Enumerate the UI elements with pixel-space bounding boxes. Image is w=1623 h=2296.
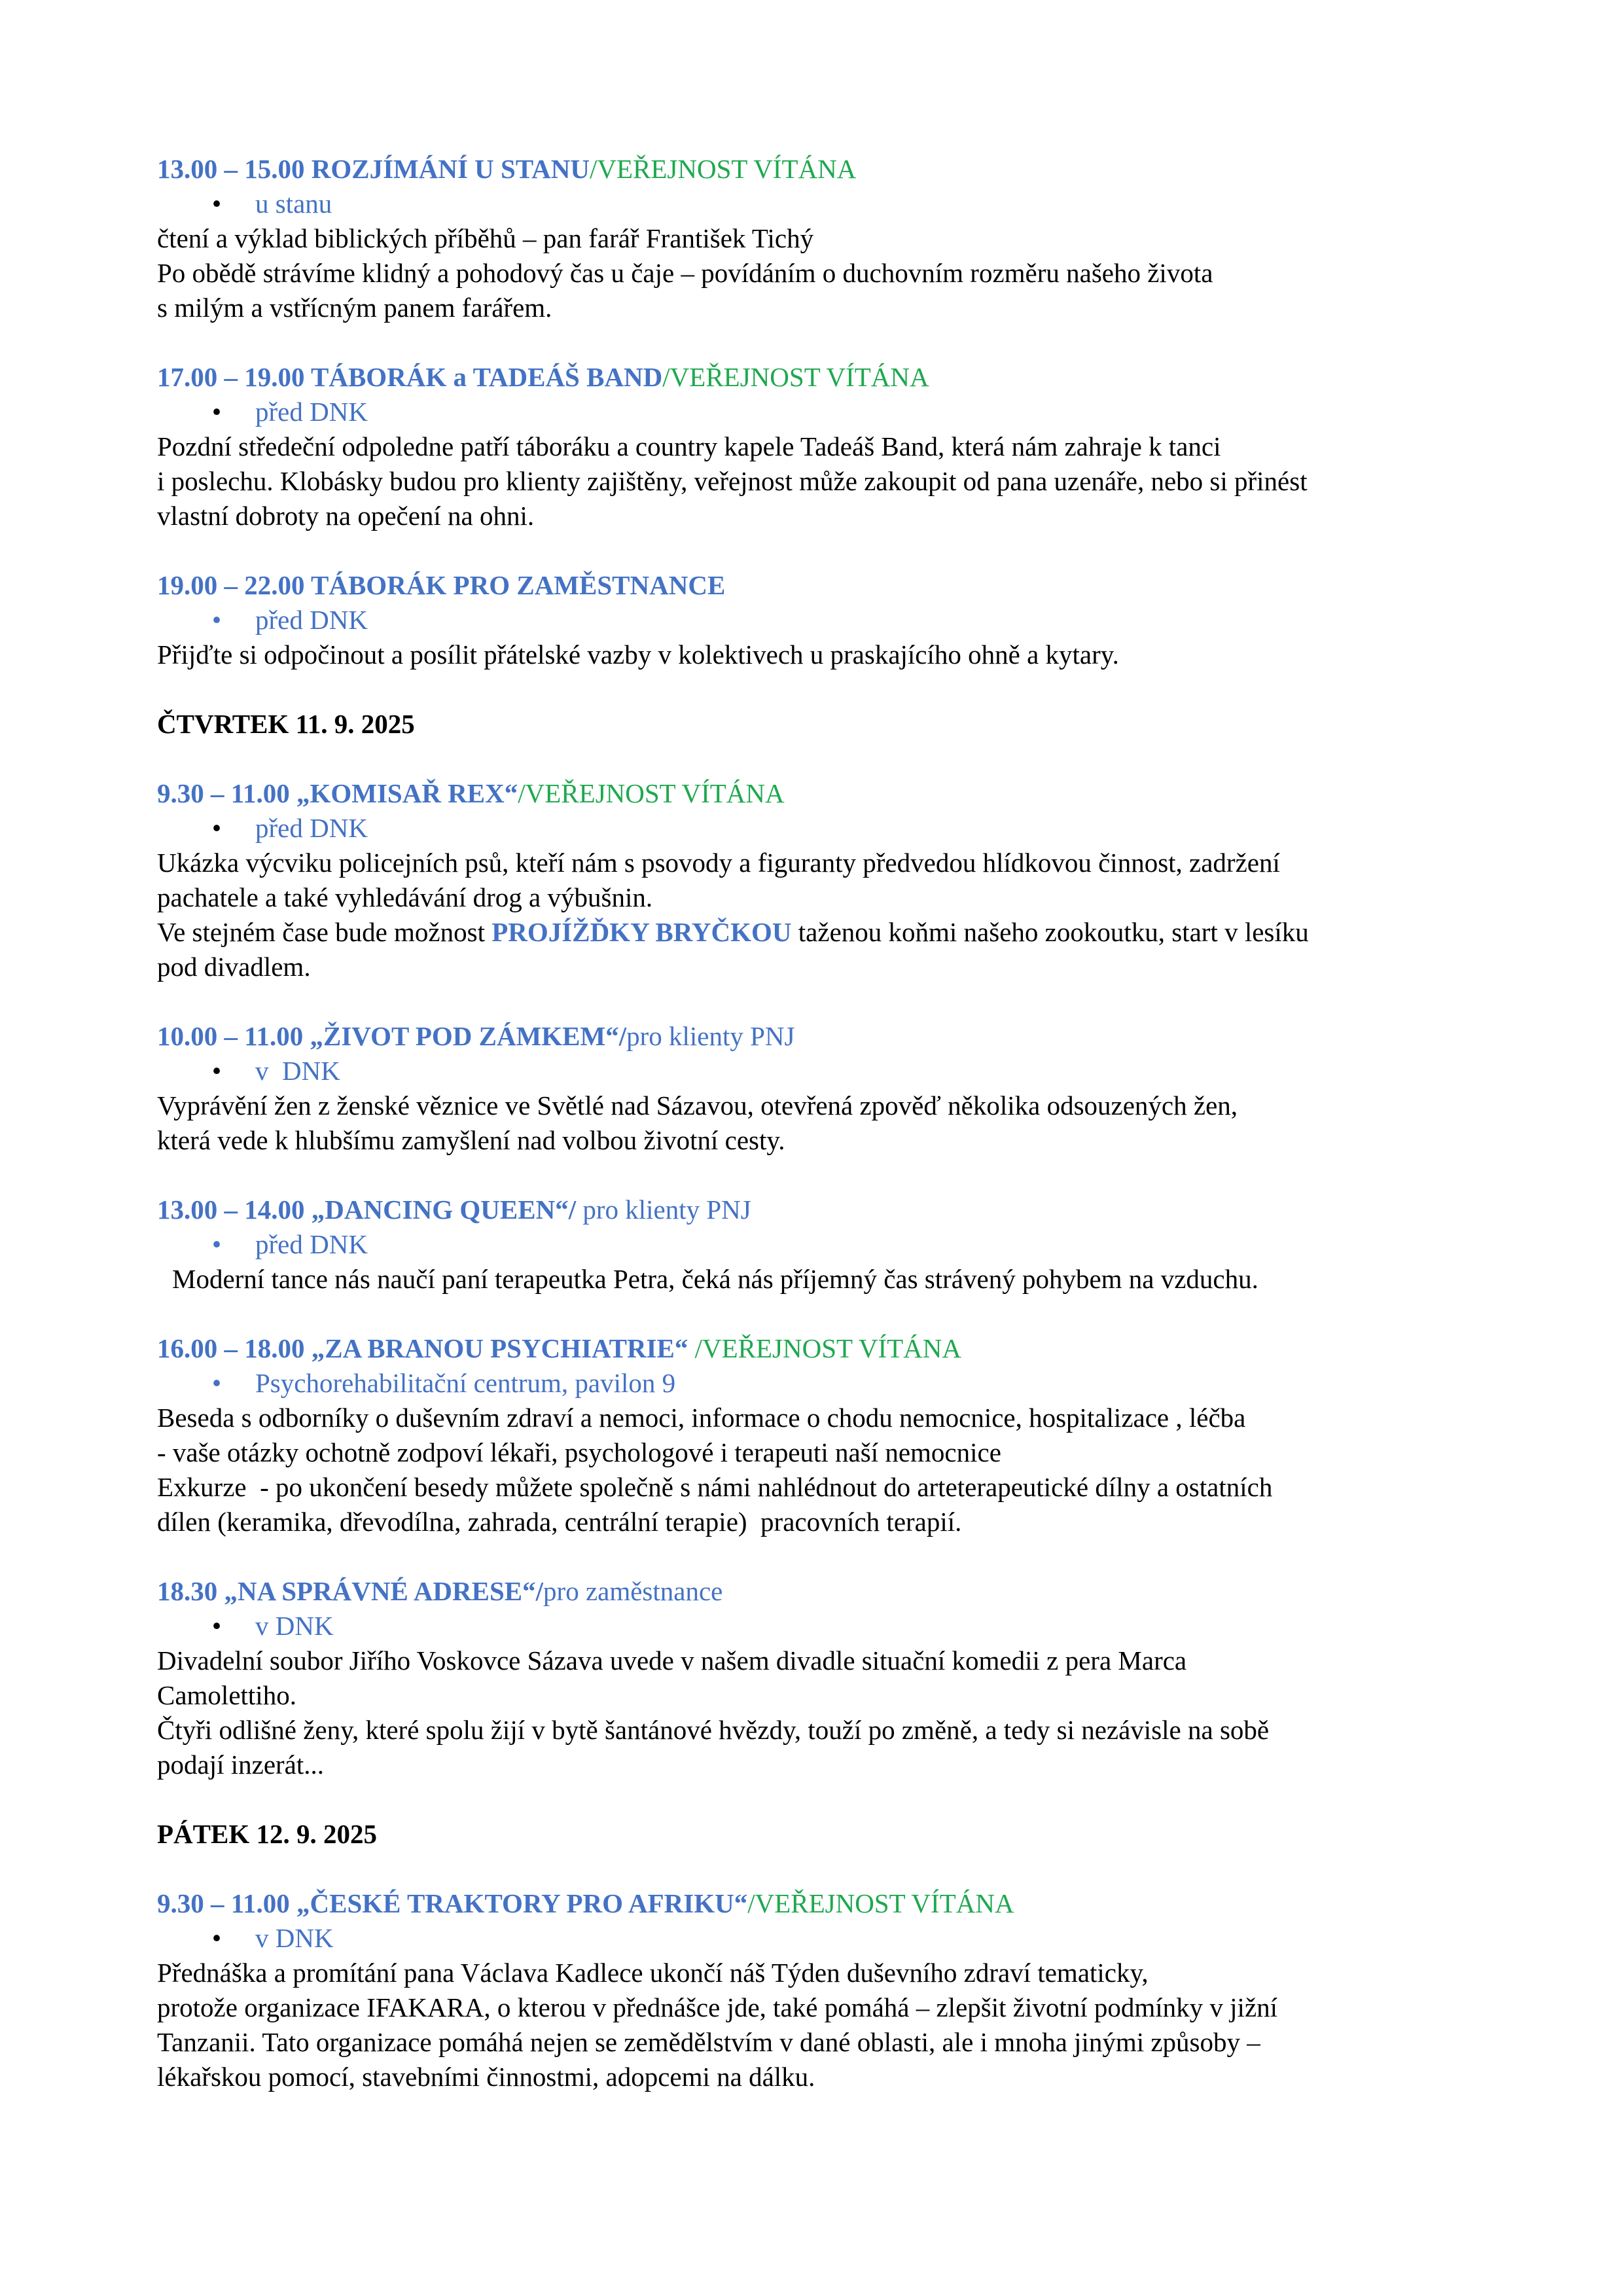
event-heading [157,1193,1492,1227]
event-location [157,1054,1492,1088]
event-heading [157,1019,1492,1054]
description-text: Ve stejném čase bude možnost [157,917,492,947]
description-line: Exkurze - po ukončení besedy můžete společně s námi nahlédnout do arteterapeutické dílny a ostatních [157,1472,1273,1502]
location-text: v DNK [255,1611,334,1641]
bullet-icon: • [211,1229,222,1259]
event-location [157,187,1492,221]
description-line: pachatele a také vyhledávání drog a výbušnin. [157,882,653,912]
public-welcome-label: /VEŘEJNOST VÍTÁNA [747,1888,1014,1918]
description-line: Přijďte si odpočinout a posílit přátelské vazby v kolektivech u praskajícího ohně a kytary. [157,639,1119,670]
event-heading [157,568,1492,603]
description-line: vlastní dobroty na opečení na ohni. [157,501,535,531]
event-time-title: 9.30 – 11.00 „KOMISAŘ REX“ [157,778,518,808]
day-heading-friday: PÁTEK 12. 9. 2025 [157,1819,377,1849]
description-line: - vaše otázky ochotně zodpoví lékaři, psychologové i terapeuti naší nemocnice [157,1437,1001,1467]
public-welcome-label: /VEŘEJNOST VÍTÁNA [662,362,929,392]
event-time-title: 9.30 – 11.00 „ČESKÉ TRAKTORY PRO AFRIKU“ [157,1888,748,1918]
event-time-title: 19.00 – 22.00 TÁBORÁK PRO ZAMĚSTNANCE [157,570,726,600]
event-location [157,395,1492,429]
event-dancing-queen [157,1193,1492,1297]
public-welcome-label: /VEŘEJNOST VÍTÁNA [518,778,785,808]
event-rozjimani [157,152,1492,325]
description-line: Přednáška a promítání pana Václava Kadlece ukončí náš Týden duševního zdraví tematicky, [157,1958,1149,1988]
event-heading [157,360,1492,395]
bullet-icon: • [211,397,222,427]
bullet-icon: • [211,1611,222,1641]
public-welcome-label: /VEŘEJNOST VÍTÁNA [688,1333,961,1363]
bullet-icon: • [211,1923,222,1953]
description-line: lékařskou pomocí, stavebními činnostmi, adopcemi na dálku. [157,2062,815,2092]
description-line: Vyprávění žen z ženské věznice ve Světlé nad Sázavou, otevřená zpověď několika odsouzených žen, [157,1090,1238,1121]
event-taborak-zamestnanci [157,568,1492,672]
location-text: Psychorehabilitační centrum, pavilon 9 [255,1368,676,1398]
description-line: Tanzanii. Tato organizace pomáhá nejen se zemědělstvím v dané oblasti, ale i mnoha jinými způsoby – [157,2027,1260,2057]
bullet-icon: • [211,1056,222,1086]
bullet-icon: • [211,1368,222,1398]
day-heading-thursday: ČTVRTEK 11. 9. 2025 [157,709,415,739]
location-text: před DNK [255,813,368,843]
event-location [157,1921,1492,1956]
event-heading [157,776,1492,811]
description-line: Ukázka výcviku policejních psů, kteří nám s psovody a figuranty předvedou hlídkovou činnost, zadržení [157,848,1280,878]
description-line: s milým a vstřícným panem farářem. [157,293,552,323]
event-na-spravne-adrese [157,1574,1492,1782]
description-line: dílen (keramika, dřevodílna, zahrada, centrální terapie) pracovních terapií. [157,1507,962,1537]
event-taborak-tadeas-band [157,360,1492,533]
bullet-icon: • [211,605,222,635]
audience-label: pro klienty PNJ [576,1194,751,1225]
event-zivot-pod-zamkem [157,1019,1492,1158]
event-heading [157,1331,1492,1366]
event-time-title: 13.00 – 15.00 ROZJÍMÁNÍ U STANU [157,154,590,184]
description-line: Pozdní středeční odpoledne patří táboráku a country kapele Tadeáš Band, která nám zahraje k tanci [157,431,1221,461]
event-za-branou-psychiatrie [157,1331,1492,1539]
description-line: Moderní tance nás naučí paní terapeutka Petra, čeká nás příjemný čas strávený pohybem na vzduchu. [172,1264,1258,1294]
carriage-ride-highlight: PROJÍŽĎKY BRYČKOU [491,917,792,947]
event-heading [157,1574,1492,1609]
public-welcome-label: /VEŘEJNOST VÍTÁNA [589,154,857,184]
event-time-title: 16.00 – 18.00 „ZA BRANOU PSYCHIATRIE“ [157,1333,688,1363]
description-line [157,915,1492,950]
event-heading [157,1886,1492,1921]
event-location [157,1366,1492,1401]
event-heading [157,152,1492,187]
event-komisar-rex [157,776,1492,984]
event-location [157,811,1492,846]
event-location [157,603,1492,637]
audience-label: pro zaměstnance [543,1576,723,1606]
location-text: v DNK [255,1056,340,1086]
event-time-title: 17.00 – 19.00 TÁBORÁK a TADEÁŠ BAND [157,362,663,392]
event-location [157,1227,1492,1262]
bullet-icon: • [211,188,222,219]
event-location [157,1609,1492,1643]
description-line: i poslechu. Klobásky budou pro klienty zajištěny, veřejnost může zakoupit od pana uzenáře, nebo si přinést [157,466,1308,496]
location-text: u stanu [255,188,332,219]
description-line: protože organizace IFAKARA, o kterou v přednášce jde, také pomáhá – zlepšit životní podmínky v jižní [157,1992,1278,2022]
description-line: Beseda s odborníky o duševním zdraví a nemoci, informace o chodu nemocnice, hospitalizace , léčba [157,1403,1246,1433]
location-text: v DNK [255,1923,334,1953]
audience-label: pro klienty PNJ [626,1021,795,1051]
description-line: Camolettiho. [157,1680,296,1710]
location-text: před DNK [255,397,368,427]
description-line: Čtyři odlišné ženy, které spolu žijí v bytě šantánové hvězdy, touží po změně, a tedy si nezávisle na sobě [157,1715,1270,1745]
description-text: taženou koňmi našeho zookoutku, start v lesíku [791,917,1309,947]
event-time-title: 10.00 – 11.00 „ŽIVOT POD ZÁMKEM“/ [157,1021,627,1051]
description-line: pod divadlem. [157,952,311,982]
description-line: podají inzerát... [157,1749,325,1780]
event-time-title: 13.00 – 14.00 „DANCING QUEEN“/ [157,1194,577,1225]
description-line: Po obědě strávíme klidný a pohodový čas u čaje – povídáním o duchovním rozměru našeho života [157,258,1213,288]
event-ceske-traktory [157,1886,1492,2094]
event-time-title: 18.30 „NA SPRÁVNÉ ADRESE“/ [157,1576,544,1606]
document-page [157,152,1492,2129]
bullet-icon: • [211,813,222,843]
location-text: před DNK [255,1229,368,1259]
location-text: před DNK [255,605,368,635]
description-line: čtení a výklad biblických příběhů – pan farář František Tichý [157,223,814,253]
description-line: Divadelní soubor Jiřího Voskovce Sázava uvede v našem divadle situační komedii z pera Marca [157,1645,1187,1676]
description-line: která vede k hlubšímu zamyšlení nad volbou životní cesty. [157,1125,785,1155]
